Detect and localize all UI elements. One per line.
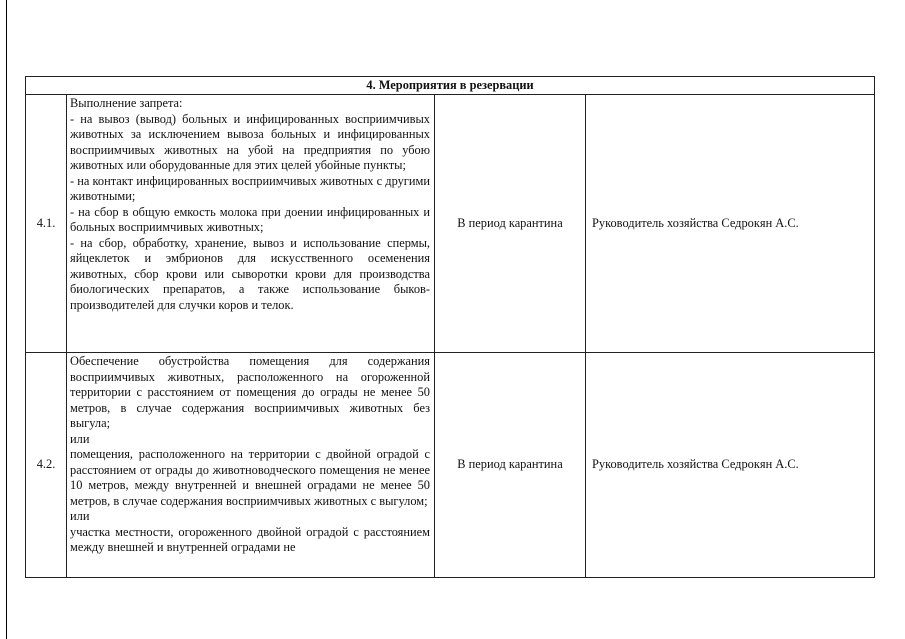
measures-table [25, 76, 875, 578]
measure-line: Выполнение запрета: [70, 96, 183, 110]
measure-line: участка местности, огороженного двойной оградой с расстоянием между внешней и внутренней оградами не [70, 524, 430, 554]
table-row [26, 95, 875, 353]
row-number: 4.1. [26, 95, 67, 353]
measure-text [67, 353, 435, 578]
measure-line: - на контакт инфицированных восприимчивых животных с другими животными; [70, 173, 430, 203]
measure-line: или [70, 431, 90, 446]
section-title: 4. Мероприятия в резервации [26, 77, 875, 95]
responsible-cell: Руководитель хозяйства Седрокян А.С. [586, 353, 875, 578]
measure-line: - на вывоз (вывод) больных и инфицированных восприимчивых животных за исключением вывоза больных и инфицированных восприимчивых животных на убой на предприятия по убою животных или оборудованные для этих целей убойные пункты; [70, 111, 430, 172]
scan-edge-line [6, 0, 7, 639]
table-row [26, 353, 875, 578]
measure-line: или [70, 509, 90, 523]
section-header-row [26, 77, 875, 95]
period-cell: В период карантина [435, 353, 586, 578]
row-number: 4.2. [26, 353, 67, 578]
measure-text [67, 95, 435, 353]
measure-line: - на сбор в общую емкость молока при доении инфицированных и больных восприимчивых животных; [70, 204, 430, 234]
measure-line: Обеспечение обустройства помещения для содержания восприимчивых животных, расположенного на огороженной территории с расстоянием от помещения до ограды не менее 50 метров, в случае содержания восприимчивых животных без выгула; [70, 354, 430, 430]
period-cell: В период карантина [435, 95, 586, 353]
measure-line: - на сбор, обработку, хранение, вывоз и использование спермы, яйцеклеток и эмбрионов для искусственного осеменения животных, сбор крови или сыворотки крови для производства биологических препаратов, а также использование быков-производителей для случки коров и телок. [70, 235, 430, 312]
responsible-cell: Руководитель хозяйства Седрокян А.С. [586, 95, 875, 353]
measure-line: помещения, расположенного на территории с двойной оградой с расстоянием от ограды до животноводческого помещения не менее 10 метров, между внутренней и внешней оградами не менее 50 метров, в случае содержания восприимчивых животных с выгулом; [70, 447, 430, 508]
